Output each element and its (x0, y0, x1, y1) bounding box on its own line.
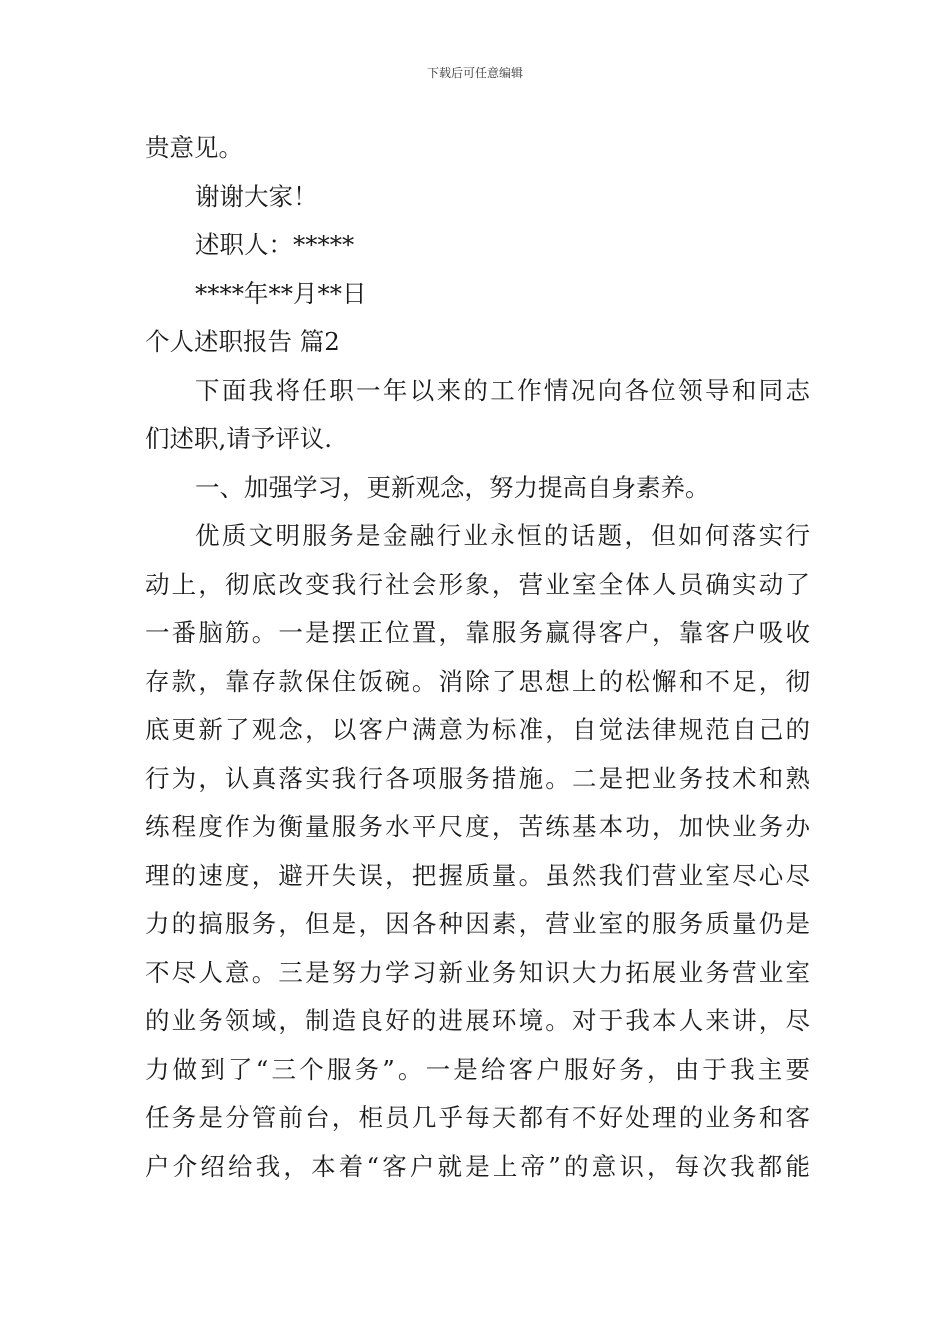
document-body (145, 124, 810, 1191)
text-line-21: 任务是分管前台，柜员几乎每天都有不好处理的业务和客 (145, 1103, 810, 1132)
text-line-9: 优质文明服务是金融行业永恒的话题，但如何落实行 (195, 521, 810, 550)
text-line-4: ****年**月**日 (195, 278, 367, 308)
text-line-17: 力的搞服务，但是，因各种因素，营业室的服务质量仍是 (145, 909, 810, 938)
text-line-18: 不尽人意。三是努力学习新业务知识大力拓展业务营业室 (145, 957, 810, 987)
text-line-14: 行为，认真落实我行各项服务措施。二是把业务技术和熟 (145, 763, 810, 793)
text-line-6: 下面我将任职一年以来的工作情况向各位领导和同志 (195, 375, 810, 405)
text-line-11: 一番脑筋。一是摆正位置，靠服务赢得客户，靠客户吸收 (145, 618, 810, 647)
section-heading: 个人述职报告 篇2 (145, 327, 340, 356)
text-line-10: 动上，彻底改变我行社会形象，营业室全体人员确实动了 (145, 569, 810, 599)
text-line-3: 述职人：***** (195, 230, 355, 259)
text-line-7: 们述职,请予评议. (145, 424, 333, 453)
subheading-line: 一、加强学习，更新观念，努力提高自身素养。 (195, 472, 710, 502)
text-line-16: 理的速度，避开失误，把握质量。虽然我们营业室尽心尽 (145, 860, 810, 890)
text-line-13: 底更新了观念，以客户满意为标准，自觉法律规范自己的 (145, 715, 810, 744)
text-line-1: 贵意见。 (145, 133, 243, 162)
text-line-2: 谢谢大家！ (195, 181, 318, 211)
text-line-19: 的业务领域，制造良好的进展环境。对于我本人来讲，尽 (145, 1006, 810, 1035)
text-line-15: 练程度作为衡量服务水平尺度，苦练基本功，加快业务办 (145, 812, 810, 841)
text-line-20: 力做到了“三个服务”。一是给客户服好务，由于我主要 (145, 1054, 810, 1084)
text-line-12: 存款，靠存款保住饭碗。消除了思想上的松懈和不足，彻 (145, 666, 810, 696)
text-line-22: 户介绍给我，本着“客户就是上帝”的意识，每次我都能 (145, 1151, 810, 1181)
page-header: 下载后可任意编辑 (426, 66, 523, 80)
